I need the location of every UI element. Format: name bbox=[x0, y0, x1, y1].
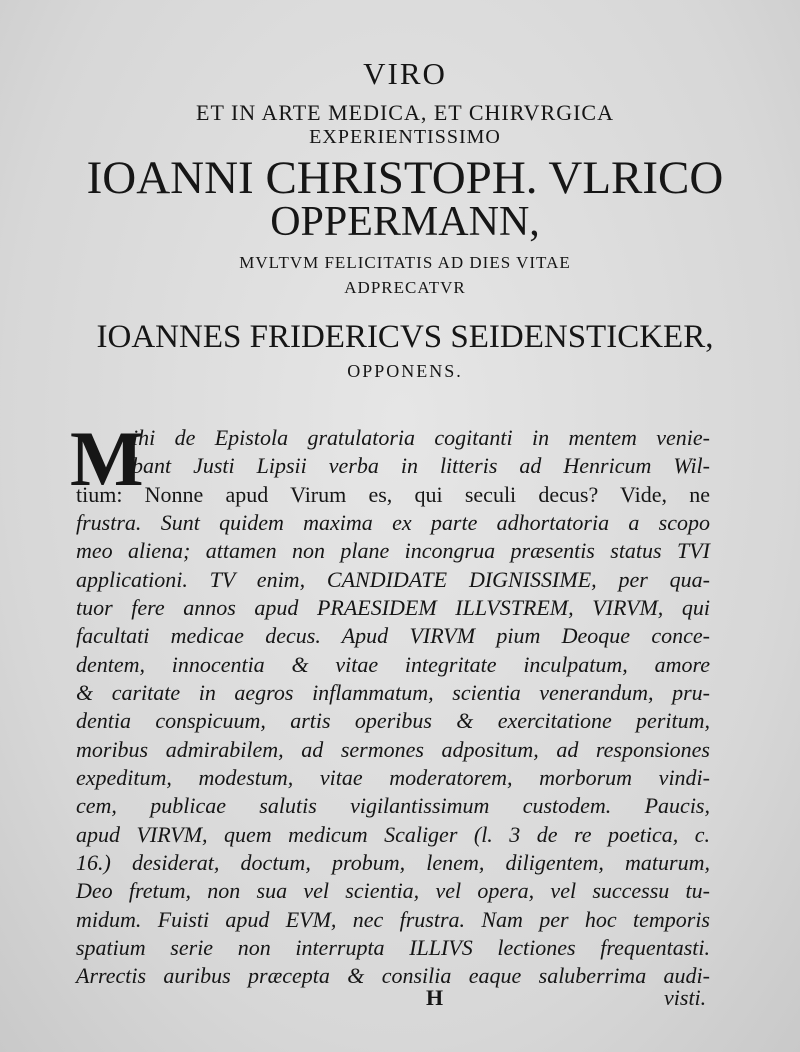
body-line: facultati medicae decus. Apud VIRVM pium Deoque conce- bbox=[76, 623, 710, 648]
body-line: tium: Nonne apud Virum es, qui seculi decus? Vide, ne bbox=[76, 482, 710, 507]
body-line: midum. Fuisti apud EVM, nec frustra. Nam per hoc temporis bbox=[76, 907, 710, 932]
heading-arte-medica: ET IN ARTE MEDICA, ET CHIRVRGICA bbox=[196, 100, 614, 125]
heading-multum-felicitatis: MVLTVM FELICITATIS AD DIES VITAE bbox=[239, 253, 571, 272]
body-line: 16.) desiderat, doctum, probum, lenem, diligentem, maturum, bbox=[76, 850, 710, 875]
body-line: dentem, innocentia & vitae integritate inculpatum, amore bbox=[76, 652, 710, 677]
body-line: ihi de Epistola gratulatoria cogitanti in mentem venie- bbox=[132, 425, 710, 450]
body-line: expeditum, modestum, vitae moderatorem, morborum vindi- bbox=[76, 765, 710, 790]
body-line: applicationi. TV enim, CANDIDATE DIGNISSIME, per qua- bbox=[76, 567, 710, 592]
body-line: & caritate in aegros inflammatum, scientia venerandum, pru- bbox=[76, 680, 710, 705]
signature-mark: H bbox=[426, 985, 444, 1010]
heading-name-line2: OPPERMANN, bbox=[270, 199, 540, 245]
heading-adprecatur: ADPRECATVR bbox=[344, 278, 466, 297]
drop-cap-initial: M bbox=[70, 415, 144, 502]
heading-name-line1: IOANNI CHRISTOPH. VLRICO bbox=[86, 152, 724, 204]
body-line: Arrectis auribus præcepta & consilia eaque saluberrima audi- bbox=[76, 963, 710, 988]
catchword: visti. bbox=[664, 985, 707, 1010]
heading-viro: VIRO bbox=[363, 56, 447, 91]
body-line: dentia conspicuum, artis operibus & exercitatione peritum, bbox=[76, 708, 710, 733]
body-line: spatium serie non interrupta ILLIVS lectiones frequentasti. bbox=[76, 935, 710, 960]
body-line: moribus admirabilem, ad sermones adpositum, ad responsiones bbox=[76, 737, 710, 762]
heading-author-name: IOANNES FRIDERICVS SEIDENSTICKER, bbox=[96, 319, 714, 355]
heading-experientissimo: EXPERIENTISSIMO bbox=[309, 126, 501, 148]
body-line: tuor fere annos apud PRAESIDEM ILLVSTREM, VIRVM, qui bbox=[76, 595, 710, 620]
body-line: bant Justi Lipsii verba in litteris ad Henricum Wil- bbox=[132, 453, 710, 478]
body-line: meo aliena; attamen non plane incongrua præsentis status TVI bbox=[76, 538, 710, 563]
body-line: frustra. Sunt quidem maxima ex parte adhortatoria a scopo bbox=[76, 510, 710, 535]
body-line: Deo fretum, non sua vel scientia, vel opera, vel successu tu- bbox=[76, 878, 710, 903]
body-line: apud VIRVM, quem medicum Scaliger (l. 3 de re poetica, c. bbox=[76, 822, 710, 847]
body-line: cem, publicae salutis vigilantissimum custodem. Paucis, bbox=[76, 793, 710, 818]
heading-opponens: OPPONENS. bbox=[347, 361, 463, 381]
